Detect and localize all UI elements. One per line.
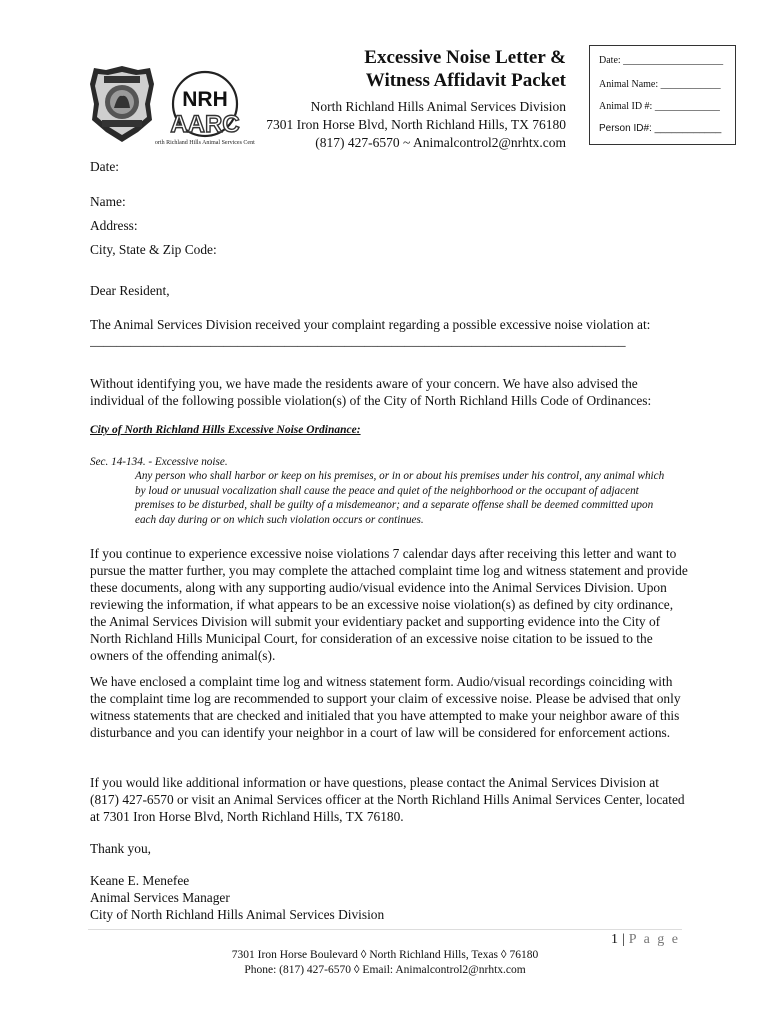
- box-animal-name: Animal Name: ____________: [599, 79, 721, 90]
- signature-org: City of North Richland Hills Animal Services Division: [90, 907, 385, 922]
- title-line-1: Excessive Noise Letter &: [364, 47, 566, 68]
- signature-name: Keane E. Menefee: [90, 873, 190, 888]
- box-date: Date: ____________________: [599, 55, 724, 66]
- footer-address: 7301 Iron Horse Boulevard ◊ North Richland Hills, Texas ◊ 76180: [231, 949, 539, 961]
- address-blank-line: ________________________________________________________________________________: [90, 333, 626, 348]
- paragraph-4: We have enclosed a complaint time log and witness statement form. Audio/visual recordings coinciding with the complaint time log are recommended to support your claim of excessive noise. Please be advised that only witness statements that are checked and initialed that you have attempted to make your neighbor aware of this disturbance and you can identify your neighbor in a court of law will be considered for enforcement actions.: [90, 674, 681, 740]
- case-info-box: [589, 45, 736, 145]
- footer-contact: Phone: (817) 427-6570 ◊ Email: Animalcontrol2@nrhtx.com: [244, 964, 526, 976]
- section-title: Sec. 14-134. - Excessive noise.: [90, 456, 228, 468]
- section-text: Any person who shall harbor or keep on his premises, or in or about his premises under his control, any animal which by loud or unusual vocalization shall cause the peace and quiet of the neighborhood or the occupant of adjacent premises to be disturbed, shall be guilty of a misdemeanor; and a separate offense shall be deemed committed upon each day during or on which such violation occurs or continues.: [135, 470, 665, 526]
- page-number: 1 | P a g e: [610, 932, 680, 947]
- salutation: Dear Resident,: [90, 283, 170, 298]
- recipient-date: Date:: [90, 159, 119, 174]
- header-address: 7301 Iron Horse Blvd, North Richland Hills, TX 76180: [266, 117, 566, 132]
- paragraph-2: Without identifying you, we have made the residents aware of your concern. We have also advised the individual of the following possible violation(s) of the City of North Richland Hills Code of Ordinances:: [90, 376, 652, 408]
- recipient-city: City, State & Zip Code:: [90, 242, 217, 257]
- badge-logo: [88, 64, 156, 144]
- paragraph-1: The Animal Services Division received your complaint regarding a possible excessive noise violation at:: [90, 317, 651, 332]
- ordinance-heading: City of North Richland Hills Excessive Noise Ordinance:: [90, 424, 361, 436]
- box-person-id: Person ID#: ____________: [599, 123, 722, 134]
- svg-text:AARC: AARC: [170, 111, 240, 138]
- page-num: 1: [610, 932, 618, 947]
- recipient-name: Name:: [90, 194, 126, 209]
- signature-title: Animal Services Manager: [90, 890, 230, 905]
- svg-text:North Richland Hills Animal Se: North Richland Hills Animal Services Center: [155, 140, 255, 146]
- header-division: North Richland Hills Animal Services Division: [310, 99, 566, 114]
- header-contact: (817) 427-6570 ~ Animalcontrol2@nrhtx.com: [315, 135, 566, 150]
- svg-text:NRH: NRH: [182, 88, 228, 111]
- closing: Thank you,: [90, 841, 151, 856]
- page-label: P a g e: [628, 932, 680, 947]
- recipient-address: Address:: [90, 218, 138, 233]
- title-line-2: Witness Affidavit Packet: [365, 70, 566, 91]
- paragraph-3: If you continue to experience excessive noise violations 7 calendar days after receiving this letter and want to pursue the matter further, you may complete the attached complaint time log and witness statement and provide these documents, along with any supporting audio/visual evidence into the Animal Services Division. Upon reviewing the information, if what appears to be an excessive noise violation(s) as defined by city ordinance, the Animal Services Division will submit your evidentiary packet and supporting evidence into the City of North Richland Hills Municipal Court, for consideration of an excessive noise citation to be issued to the owners of the offending animal(s).: [90, 546, 688, 663]
- box-animal-id: Animal ID #: _____________: [599, 101, 720, 112]
- paragraph-5: If you would like additional information or have questions, please contact the Animal Services Division at (817) 427-6570 or visit an Animal Services officer at the North Richland Hills Animal Services Center, located at 7301 Iron Horse Blvd, North Richland Hills, TX 76180.: [90, 775, 685, 824]
